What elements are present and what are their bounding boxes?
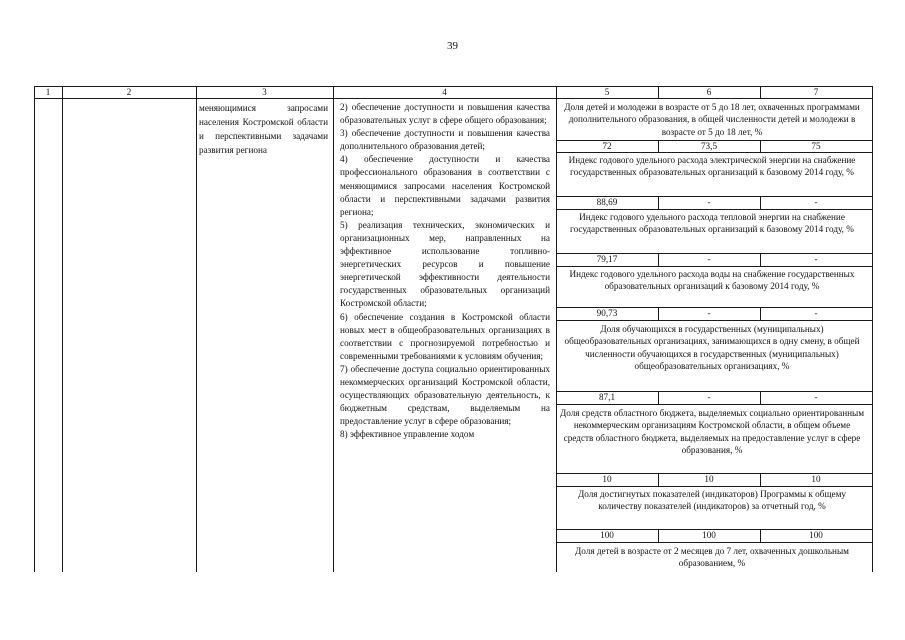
indicator-value: - xyxy=(814,308,818,318)
table-rule xyxy=(196,86,197,572)
header-cell-1: 1 xyxy=(45,87,51,97)
indicator-text: Индекс годового удельного расхода воды на снабжение государственных образовательных организаций к базовому 2014 году, % xyxy=(569,269,855,292)
indicator-value: 88,69 xyxy=(596,197,618,207)
table-rule xyxy=(556,320,872,321)
table-rule xyxy=(62,86,63,572)
indicator-value: - xyxy=(707,197,711,207)
task-item-7: 7) обеспечение доступа социально ориентированных некоммерческих организаций Костромской области, осуществляющих образовательную деятельность, к бюджетным средствам, выделяемым на предоставление услуг в сфере образования; xyxy=(340,363,550,427)
indicator-text: Доля детей и молодежи в возрасте от 5 до 18 лет, охваченных программами дополнительного образования, в общей численности детей и молодежи в возрасте от 5 до 18 лет, % xyxy=(564,102,860,137)
task-context-cell xyxy=(199,101,328,157)
task-context-text: меняющимися запросами населения Костромской области и перспективными задачами развития региона xyxy=(199,103,328,155)
page-number: 39 xyxy=(447,40,458,52)
table-rule xyxy=(872,86,873,572)
table-rule xyxy=(556,266,872,267)
indicator-value: - xyxy=(707,254,711,264)
table-rule xyxy=(34,86,35,572)
table-rule xyxy=(333,86,334,572)
indicator-value: - xyxy=(707,308,711,318)
indicator-value: 10 xyxy=(811,474,821,484)
indicator-value: - xyxy=(814,254,818,264)
task-item-8: 8) эффективное управление ходом xyxy=(340,429,475,440)
table-rule xyxy=(34,98,872,99)
indicator-text: Индекс годового удельного расхода электрической энергии на снабжение государственных образовательных организаций к базовому 2014 году, % xyxy=(568,155,856,178)
task-item-4: 4) обеспечение доступности и качества профессионального образования в соответствии с меняющимися запросами населения Костромской области и перспективными задачами развития региона; xyxy=(340,154,550,217)
indicator-value: 87,1 xyxy=(598,392,616,402)
indicator-value: - xyxy=(814,197,818,207)
indicator-text: Доля детей в возрасте от 2 месяцев до 7 лет, охваченных дошкольным образованием, % xyxy=(575,546,849,569)
header-cell-2: 2 xyxy=(126,87,132,97)
indicator-text: Доля обучающихся в государственных (муниципальных) общеобразовательных организациях, занимающихся в одну смену, в общей численности обучающихся в государственных (муниципальных) общеобразовательных организациях, % xyxy=(564,324,860,371)
indicator-value: 75 xyxy=(811,141,821,151)
table-rule xyxy=(556,86,557,572)
indicator-value: 90,73 xyxy=(596,308,618,318)
table-rule xyxy=(556,486,872,487)
indicator-text: Индекс годового удельного расхода тепловой энергии на снабжение государственных образовательных организаций к базовому 2014 году, % xyxy=(570,212,854,235)
task-item-3: 3) обеспечение доступности и повышения качества дополнительного образования детей; xyxy=(340,128,550,152)
table-rule xyxy=(556,152,872,153)
indicator-value: 73,5 xyxy=(700,141,718,151)
indicator-value: 10 xyxy=(704,474,714,484)
header-cell-5: 5 xyxy=(604,87,610,97)
table-rule xyxy=(556,404,872,405)
indicator-value: 100 xyxy=(600,530,614,540)
indicator-value: 79,17 xyxy=(596,254,618,264)
indicator-value: - xyxy=(814,392,818,402)
indicator-value: - xyxy=(707,392,711,402)
task-item-2: 2) обеспечение доступности и повышения качества образовательных услуг в сфере общего образования; xyxy=(340,102,550,126)
indicator-value: 100 xyxy=(809,530,823,540)
table-rule xyxy=(556,209,872,210)
indicator-text: Доля средств областного бюджета, выделяемых социально ориентированным некоммерческим организациям Костромской области, в общем объеме средств областного бюджета, выделяемых на предоставление услуг в сфере образования, % xyxy=(559,408,865,455)
tasks-list-cell xyxy=(340,101,550,441)
indicator-value: 10 xyxy=(602,474,612,484)
header-cell-3: 3 xyxy=(262,87,267,97)
indicator-value: 100 xyxy=(702,530,716,540)
task-item-6: 6) обеспечение создания в Костромской области новых мест в общеобразовательных организациях в соответствии с прогнозируемой потребностью и современными требованиями к условиям обучения; xyxy=(340,311,550,361)
header-cell-4: 4 xyxy=(442,87,447,97)
header-cell-7: 7 xyxy=(813,87,819,97)
table-rule xyxy=(556,542,872,543)
indicator-value: 72 xyxy=(602,141,612,151)
indicator-text: Доля достигнутых показателей (индикаторов) Программы к общему количеству показателей (индикаторов) за отчетный год, % xyxy=(577,489,847,512)
task-item-5: 5) реализация технических, экономических и организационных мер, направленных на эффективное использование топливно-энергетических ресурсов и повышение энергетической эффективности деятельности государственных образовательных организаций Костромской области; xyxy=(340,219,550,309)
header-cell-6: 6 xyxy=(706,87,712,97)
